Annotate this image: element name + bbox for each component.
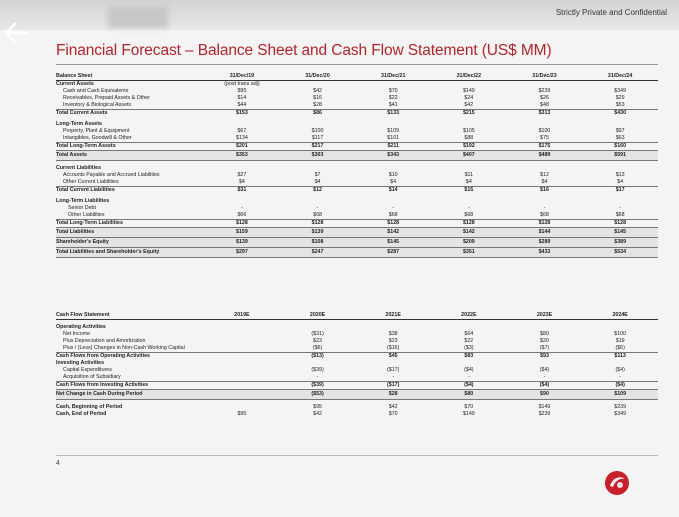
table-row xyxy=(56,331,658,338)
cash-flow-table xyxy=(56,311,658,418)
cell-value: $4 xyxy=(314,179,321,185)
cell-value: $64 xyxy=(464,331,474,337)
row-label: Total Current Assets xyxy=(56,110,204,118)
table-row xyxy=(56,220,658,228)
cell-value xyxy=(431,360,507,367)
cell-value xyxy=(204,360,280,367)
cell-value: $160 xyxy=(582,143,658,151)
cell-value: $24 xyxy=(464,95,474,101)
cell-value: $128 xyxy=(582,220,658,228)
page-title: Financial Forecast – Balance Sheet and Cash Flow Statement (US$ MM) xyxy=(56,42,552,59)
cell-value: $80 xyxy=(540,331,549,337)
cell-value xyxy=(204,345,280,353)
cell-value: - xyxy=(392,205,395,211)
cell-value: $351 xyxy=(431,248,507,258)
table-row xyxy=(56,81,658,89)
row-label: Property, Plant & Equipment xyxy=(63,128,130,134)
cell-value: $349 xyxy=(614,411,627,417)
table-row xyxy=(56,353,658,361)
cell-value: $239 xyxy=(538,88,551,94)
page-number: 4 xyxy=(56,460,60,467)
cell-value: $128 xyxy=(507,220,583,228)
row-label: Total Current Liabilities xyxy=(56,187,204,195)
cell-value: $22 xyxy=(464,338,474,344)
cell-value: $128 xyxy=(355,220,431,228)
cell-value: $159 xyxy=(204,228,280,238)
cell-value xyxy=(431,81,507,89)
cell-value: ($4) xyxy=(582,382,658,390)
table-row xyxy=(56,404,658,411)
cell-value: $433 xyxy=(507,248,583,258)
row-label: Shareholder's Equity xyxy=(56,238,204,248)
row-label: Acquisition of Subsidiary xyxy=(63,374,121,380)
column-header: 2022E xyxy=(431,311,507,320)
cell-value: $134 xyxy=(236,135,248,141)
cell-value: $68 xyxy=(540,212,549,218)
cell-value xyxy=(355,81,431,89)
row-label: Total Assets xyxy=(56,151,204,161)
table-row xyxy=(56,345,658,353)
cell-value: $128 xyxy=(431,220,507,228)
cell-value: $15 xyxy=(431,187,507,195)
cell-value xyxy=(204,382,280,390)
table-title: Balance Sheet xyxy=(56,72,204,81)
cell-value xyxy=(355,198,431,205)
row-label: Inventory & Biological Assets xyxy=(63,102,132,108)
cell-value: $239 xyxy=(538,411,551,417)
column-header: 2019E xyxy=(204,311,280,320)
table-row xyxy=(56,179,658,187)
column-header: 2020E xyxy=(280,311,356,320)
cell-value: $42 xyxy=(464,102,474,108)
table-row xyxy=(56,411,658,418)
cell-value xyxy=(507,121,583,128)
cell-value: ($17) xyxy=(355,382,431,390)
cell-value: $313 xyxy=(507,110,583,118)
cell-value: ($4) xyxy=(507,382,583,390)
cell-value: $70 xyxy=(464,404,474,410)
cell-value: $17 xyxy=(582,187,658,195)
cell-value: $303 xyxy=(280,151,356,161)
cell-value: ($4) xyxy=(539,367,550,373)
cell-value xyxy=(431,198,507,205)
cell-value xyxy=(355,360,431,367)
cell-value: - xyxy=(467,205,470,211)
table-row xyxy=(56,128,658,135)
cell-value xyxy=(355,121,431,128)
cell-value: $27 xyxy=(237,172,247,178)
cell-value: - xyxy=(543,205,546,211)
cell-value xyxy=(204,338,280,345)
cell-value: $100 xyxy=(311,128,324,134)
cell-value: $4 xyxy=(541,179,548,185)
cell-value: $108 xyxy=(280,238,356,248)
cell-value xyxy=(204,390,280,400)
table-row xyxy=(56,88,658,95)
cell-value: $83 xyxy=(431,353,507,361)
cell-value xyxy=(204,324,280,331)
cell-value: $19 xyxy=(615,338,625,344)
row-label: Total Liabilities xyxy=(56,228,204,238)
cell-value xyxy=(204,165,280,172)
cell-value xyxy=(507,324,583,331)
cell-value: $139 xyxy=(204,238,280,248)
table-row xyxy=(56,360,658,367)
cell-value: ($6) xyxy=(312,345,323,351)
cell-value: $66 xyxy=(237,212,247,218)
table-row xyxy=(56,143,658,151)
row-label: Other Liabilities xyxy=(68,212,105,218)
row-label: Plus / (Less) Changes in Non-Cash Working Capital xyxy=(63,345,185,351)
cell-value: $75 xyxy=(540,135,549,141)
column-header: 2023E xyxy=(507,311,583,320)
cell-value xyxy=(204,374,280,382)
cell-value: $100 xyxy=(614,331,627,337)
cell-value xyxy=(507,81,583,89)
row-label: Accounts Payable and Accrued Liabilities xyxy=(63,172,160,178)
cell-value: - xyxy=(392,374,395,380)
cell-value xyxy=(280,81,356,89)
cell-value: $12 xyxy=(540,172,549,178)
cell-value: $88 xyxy=(464,135,474,141)
cell-value: $26 xyxy=(540,95,549,101)
cell-value: $117 xyxy=(311,135,324,141)
cell-value: $95 xyxy=(237,411,247,417)
cell-value: $7 xyxy=(314,172,321,178)
cell-value xyxy=(355,324,431,331)
cell-value xyxy=(582,360,658,367)
column-header: 31/Dec/19 xyxy=(204,72,280,81)
cell-value: $145 xyxy=(582,228,658,238)
row-label: Cash Flows from Investing Activities xyxy=(56,382,204,390)
row-label: Long-Term Liabilities xyxy=(56,198,110,204)
cell-value: $149 xyxy=(538,404,551,410)
cell-value: $20 xyxy=(540,338,549,344)
row-label: Plus Depreciation and Amortization xyxy=(63,338,146,344)
table-row xyxy=(56,151,658,161)
table-row xyxy=(56,212,658,220)
table-row xyxy=(56,95,658,102)
cell-value: - xyxy=(316,205,319,211)
cell-value: $67 xyxy=(237,128,247,134)
row-label: Investing Activities xyxy=(56,360,105,366)
cell-value: $80 xyxy=(431,390,507,400)
cell-value: $247 xyxy=(280,248,356,258)
table-row xyxy=(56,205,658,212)
cell-value: $70 xyxy=(388,88,398,94)
cell-value: $90 xyxy=(507,390,583,400)
cell-value: $14 xyxy=(355,187,431,195)
cell-value xyxy=(204,404,280,411)
table-row xyxy=(56,121,658,128)
table-row xyxy=(56,135,658,143)
cell-value: $16 xyxy=(507,187,583,195)
cell-value: $31 xyxy=(204,187,280,195)
arrow-left-icon xyxy=(4,22,30,44)
row-label: Cash Flows from Operating Activities xyxy=(56,353,204,361)
column-header: 31/Dec/23 xyxy=(507,72,583,81)
table-row xyxy=(56,228,658,238)
cell-value: $128 xyxy=(280,220,356,228)
cell-value: - xyxy=(543,374,546,380)
cell-value: $68 xyxy=(388,212,398,218)
cell-value: $105 xyxy=(462,128,475,134)
row-label: Cash, Beginning of Period xyxy=(56,404,123,410)
table-row xyxy=(56,374,658,382)
cell-value: $430 xyxy=(582,110,658,118)
cell-value: $100 xyxy=(538,128,551,134)
cell-value xyxy=(582,121,658,128)
table-row xyxy=(56,324,658,331)
table-row xyxy=(56,172,658,179)
row-label: Capital Expenditures xyxy=(63,367,112,373)
row-label: Intangibles, Goodwill & Other xyxy=(63,135,132,141)
cell-value: $407 xyxy=(431,151,507,161)
table-row xyxy=(56,187,658,195)
cell-value xyxy=(431,165,507,172)
cell-value: ($4) xyxy=(464,367,474,373)
balance-sheet-table xyxy=(56,72,658,258)
cell-value: $41 xyxy=(388,102,398,108)
cell-value: $343 xyxy=(355,151,431,161)
cell-value: $201 xyxy=(204,143,280,151)
cell-value: $68 xyxy=(313,212,322,218)
cell-value: $489 xyxy=(507,151,583,161)
cell-value: ($4) xyxy=(615,367,625,373)
cell-value: $48 xyxy=(540,102,549,108)
footer-divider xyxy=(56,455,658,456)
cell-value xyxy=(582,81,658,89)
cell-value: $149 xyxy=(462,88,475,94)
cell-value: $144 xyxy=(507,228,583,238)
cell-value xyxy=(431,324,507,331)
cell-value: $4 xyxy=(238,179,245,185)
cell-value: $109 xyxy=(387,128,400,134)
cell-value: $86 xyxy=(280,110,356,118)
cell-value xyxy=(355,165,431,172)
table-row xyxy=(56,110,658,118)
cell-value: - xyxy=(619,205,622,211)
cell-value: $4 xyxy=(617,179,624,185)
table-row xyxy=(56,382,658,390)
cell-value: ($39) xyxy=(311,367,324,373)
cell-value xyxy=(204,367,280,374)
confidential-label: Strictly Private and Confidential xyxy=(555,8,667,17)
cell-value: ($17) xyxy=(387,367,400,373)
cell-value: $53 xyxy=(615,102,625,108)
cell-value: $22 xyxy=(388,95,398,101)
cell-value: $38 xyxy=(388,331,398,337)
cell-value: $353 xyxy=(204,151,280,161)
cell-value xyxy=(507,165,583,172)
table-row xyxy=(56,198,658,205)
cell-value: $109 xyxy=(582,390,658,400)
column-header: 31/Dec/22 xyxy=(431,72,507,81)
cell-value xyxy=(582,198,658,205)
cell-value: $153 xyxy=(204,110,280,118)
cell-value: $11 xyxy=(464,172,474,178)
cell-value: $113 xyxy=(582,353,658,361)
column-header: 2024E xyxy=(582,311,658,320)
cell-value: $145 xyxy=(355,238,431,248)
table-row xyxy=(56,165,658,172)
cell-value: $42 xyxy=(388,404,398,410)
row-label: Other Current Liabilities xyxy=(63,179,119,185)
cell-value: - xyxy=(241,205,243,211)
cell-value: $16 xyxy=(313,95,322,101)
cell-value: $12 xyxy=(280,187,356,195)
cell-value: $101 xyxy=(387,135,400,141)
cell-value: $209 xyxy=(431,238,507,248)
cell-value: $93 xyxy=(507,353,583,361)
cell-value: $14 xyxy=(237,95,247,101)
cell-value: $175 xyxy=(507,143,583,151)
cell-value xyxy=(204,198,280,205)
back-arrow-icon[interactable] xyxy=(0,18,34,48)
cell-value: $349 xyxy=(614,88,627,94)
row-label: Total Long-Term Assets xyxy=(56,143,204,151)
cell-value: $28 xyxy=(313,102,322,108)
cell-value: $149 xyxy=(462,411,475,417)
cell-value: $95 xyxy=(313,404,322,410)
table-row xyxy=(56,248,658,258)
table-header-row xyxy=(56,72,658,81)
cell-value: ($16) xyxy=(387,345,400,351)
cell-value: $4 xyxy=(465,179,472,185)
table-title: Cash Flow Statement xyxy=(56,311,204,320)
cell-value: $63 xyxy=(615,135,625,141)
company-logo-icon xyxy=(604,470,630,496)
cell-value xyxy=(582,165,658,172)
cell-value: ($13) xyxy=(280,353,356,361)
cell-value: $42 xyxy=(313,88,322,94)
cell-value: - xyxy=(619,374,622,380)
row-label: Total Long-Term Liabilities xyxy=(56,220,204,228)
cell-value: $128 xyxy=(204,220,280,228)
table-row xyxy=(56,338,658,345)
cell-value: $23 xyxy=(388,338,398,344)
title-divider xyxy=(56,64,658,65)
cell-value xyxy=(204,331,280,338)
row-label: Current Assets xyxy=(56,81,94,87)
cell-value: ($3) xyxy=(464,345,474,351)
cell-value: $239 xyxy=(614,404,627,410)
cell-value xyxy=(280,198,356,205)
cell-value: $139 xyxy=(280,228,356,238)
cell-value: $534 xyxy=(582,248,658,258)
cell-value: ($6) xyxy=(615,345,625,351)
row-label: Current Liabilities xyxy=(56,165,102,171)
cell-value: ($31) xyxy=(311,331,324,337)
cell-value: $142 xyxy=(355,228,431,238)
cell-value: ($53) xyxy=(280,390,356,400)
cell-value xyxy=(582,324,658,331)
cell-value xyxy=(280,165,356,172)
cell-value: $4 xyxy=(390,179,397,185)
cell-value: $23 xyxy=(313,338,322,344)
row-label: Net Change in Cash During Period xyxy=(56,390,204,400)
cell-value: $217 xyxy=(280,143,356,151)
cell-value xyxy=(204,353,280,361)
row-label: Operating Activities xyxy=(56,324,106,330)
cell-value: $142 xyxy=(431,228,507,238)
row-label: Receivables, Prepaid Assets & Other xyxy=(63,95,150,101)
cell-value: $95 xyxy=(237,88,247,94)
table-row xyxy=(56,102,658,110)
cell-value: $29 xyxy=(615,95,625,101)
cell-value: $45 xyxy=(355,353,431,361)
cell-value: ($39) xyxy=(280,382,356,390)
cell-value: $287 xyxy=(355,248,431,258)
cell-value: $68 xyxy=(615,212,625,218)
cell-value: $133 xyxy=(355,110,431,118)
cell-value: (post trans adj) xyxy=(224,81,260,87)
cell-value: $13 xyxy=(615,172,625,178)
row-label: Senior Debt xyxy=(68,205,96,211)
cell-value xyxy=(280,360,356,367)
cell-value xyxy=(431,121,507,128)
cell-value: $289 xyxy=(507,238,583,248)
cell-value: - xyxy=(467,374,470,380)
cell-value xyxy=(280,121,356,128)
cell-value: - xyxy=(316,374,319,380)
cell-value: $10 xyxy=(388,172,398,178)
cell-value: $70 xyxy=(388,411,398,417)
cell-value xyxy=(507,360,583,367)
cell-value: $389 xyxy=(582,238,658,248)
cell-value xyxy=(204,121,280,128)
cell-value xyxy=(280,324,356,331)
cell-value: $591 xyxy=(582,151,658,161)
cell-value: $192 xyxy=(431,143,507,151)
table-row xyxy=(56,367,658,374)
row-label: Cash and Cash Equivalents xyxy=(63,88,129,94)
table-row xyxy=(56,238,658,248)
row-label: Cash, End of Period xyxy=(56,411,107,417)
row-label: Long-Term Assets xyxy=(56,121,102,127)
cell-value: $28 xyxy=(355,390,431,400)
cell-value: $42 xyxy=(313,411,322,417)
cell-value xyxy=(507,198,583,205)
cell-value: ($4) xyxy=(431,382,507,390)
cell-value: $68 xyxy=(464,212,474,218)
cell-value: $297 xyxy=(204,248,280,258)
cell-value: $211 xyxy=(355,143,431,151)
column-header: 31/Dec/21 xyxy=(355,72,431,81)
cell-value: $44 xyxy=(237,102,247,108)
row-label: Total Liabilities and Shareholder's Equity xyxy=(56,248,204,258)
redacted-area xyxy=(108,6,168,28)
cell-value: $215 xyxy=(431,110,507,118)
row-label: Net Income xyxy=(63,331,91,337)
table-header-row xyxy=(56,311,658,320)
column-header: 2021E xyxy=(355,311,431,320)
column-header: 31/Dec/20 xyxy=(280,72,356,81)
cell-value: $97 xyxy=(615,128,625,134)
table-row xyxy=(56,390,658,400)
cell-value: ($7) xyxy=(539,345,550,351)
column-header: 31/Dec/24 xyxy=(582,72,658,81)
